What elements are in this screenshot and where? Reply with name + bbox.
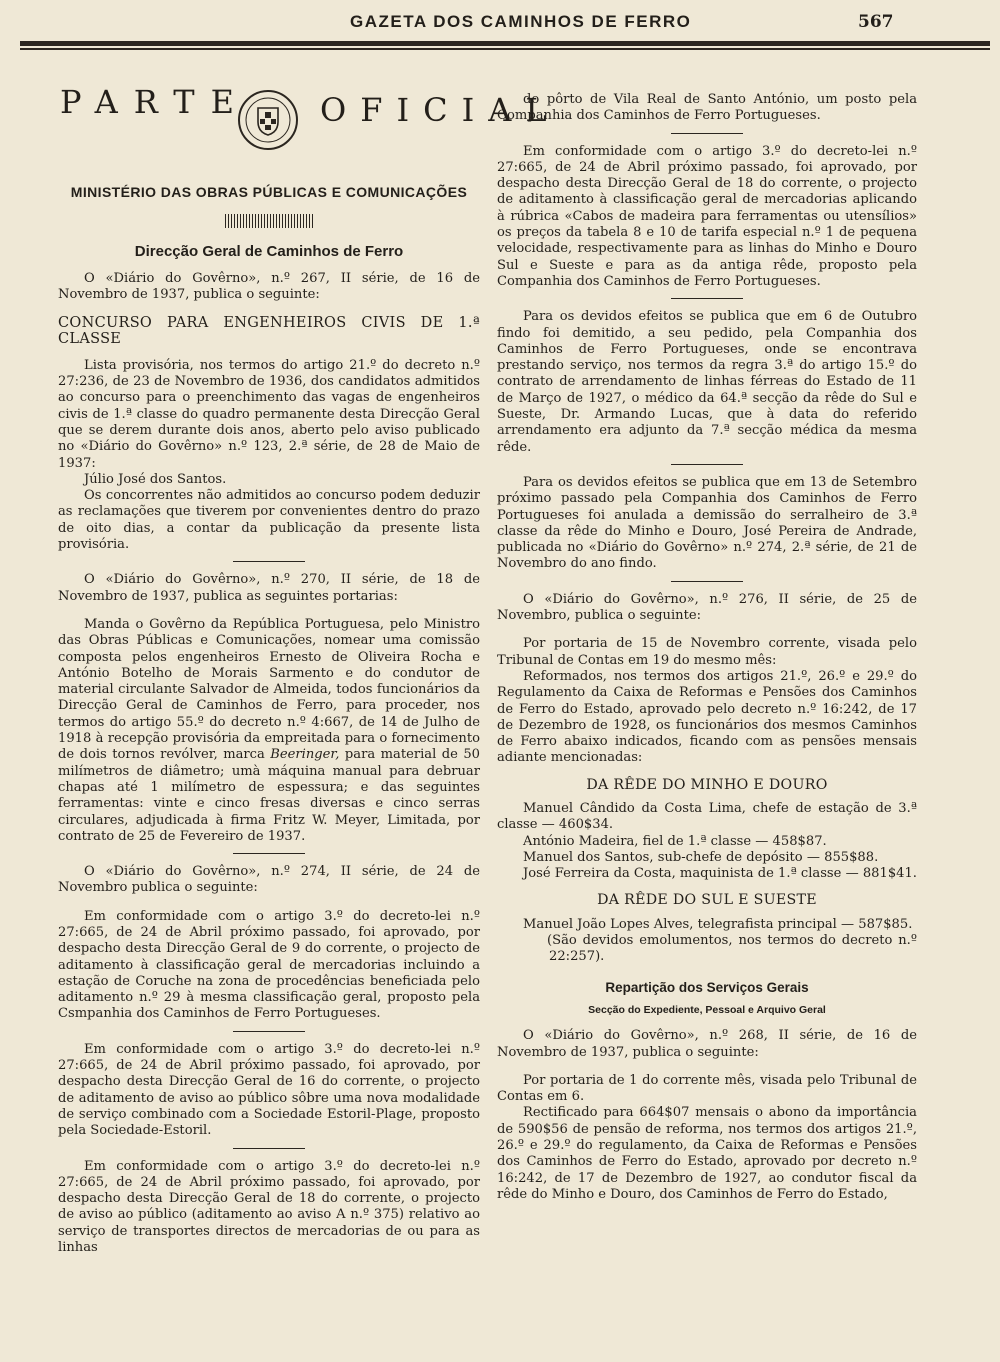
paragraph: Os concorrentes não admitidos ao concurso podem deduzir as reclamações que tiverem por convenientes dentro do prazo de oito dias, a contar da publicação da presente lista provisória. [58, 488, 480, 553]
paragraph: O «Diário do Govêrno», n.º 270, II série, de 18 de Novembro de 1937, publica as seguintes portarias: [58, 572, 480, 604]
ornament-divider [225, 214, 313, 228]
paragraph: Em conformidade com o artigo 3.º do decreto-lei n.º 27:665, de 24 de Abril próximo passado, foi aprovado, por despacho desta Direcção Geral de 16 do corrente, o projecto de aditamento de aviso ao público sôbre uma nova modalidade de serviço combinado com a Sociedade Estoril-Plage, proposto pela Sociedade-Estoril. [58, 1041, 480, 1139]
note: (São devidos emolumentos, nos termos do decreto n.º 22:257). [547, 933, 917, 965]
paragraph: do pôrto de Vila Real de Santo António, um posto pela Companhia dos Caminhos de Ferro Portugueses. [497, 92, 917, 124]
paragraph: Por portaria de 15 de Novembro corrente, visada pelo Tribunal de Contas em 19 do mesmo mês: [497, 636, 917, 668]
paragraph: O «Diário do Govêrno», n.º 274, II série, de 24 de Novembro publica o seguinte: [58, 864, 480, 896]
candidate-name: Júlio José dos Santos. [84, 471, 227, 487]
pensioner-entry: Manuel dos Santos, sub-chefe de depósito — 855$88. [523, 849, 879, 865]
section-masthead [58, 83, 561, 198]
pensioner-entry: Manuel João Lopes Alves, telegrafista principal — 587$85. [523, 916, 913, 932]
section-title: Direcção Geral de Caminhos de Ferro [134, 243, 404, 261]
divider [671, 581, 743, 582]
paragraph: Em conformidade com o artigo 3.º do decreto-lei n.º 27:665, de 24 de Abril próximo passado, foi aprovado, por despacho desta Direcção Geral de 9 do corrente, o projecto de aditamento à classificação geral de mercadorias incluindo a estação de Coruche na zona de procedências beneficiada pelo aditamento n.º 29 à mesma classificação geral, proposto pela Csmpanhia dos Caminhos de Ferro Portugueses. [58, 908, 480, 1022]
publication-title: GAZETA DOS CAMINHOS DE FERRO [350, 12, 692, 31]
region-heading-sul-sueste: DA RÊDE DO SUL E SUESTE [597, 892, 817, 909]
divider [671, 464, 743, 465]
coat-of-arms-seal-icon [236, 88, 300, 152]
page-header [20, 8, 990, 50]
divider [233, 1148, 305, 1149]
masthead-word-oficial: OFICIAL [320, 91, 561, 129]
brand-name: Beeringer, [270, 747, 340, 763]
right-column [497, 92, 917, 1203]
paragraph: Rectificado para 664$07 mensais o abono da importância de 590$56 de pensão de reforma, nos termos dos artigos 21.º, 26.º e 29.º do regulamento, da Caixa de Reformas e Pensões dos Caminhos de Ferro do Estado, aprovado por decreto n.º 16:242, de 17 de Dezembro de 1927, ao condutor fiscal da rêde do Minho e Douro, dos Caminhos de Ferro do Estado, [497, 1105, 917, 1202]
divider [671, 298, 743, 299]
left-column [58, 83, 561, 1256]
page-number: 567 [858, 12, 894, 32]
paragraph: Manda o Govêrno da República Portuguesa, pelo Ministro das Obras Públicas e Comunicações, nomear uma comissão composta pelos engenheiros Ernesto de Oliveira Rocha e António Botelho de Morais Sarmento e do condutor de material circulante Salvador de Almeida, todos funcionários da Direcção Geral de Caminhos de Ferro, para proceder, nos termos do artigo 55.º do decreto n.º 4:667, de 14 de Julho de 1918 à recepção provisória da empreitada para o fornecimento de dois tornos revólver, marca Beeringer, para material de 50 milímetros de diâmetro; umà máquina manual para debruar chapas até 1 milímetro de espessura; e das seguintes ferramentas: vinte e cinco fresas diversas e cinco serras circulares, adjudicada à firma Fritz W. Meyer, Limitada, por contrato de 25 de Fevereiro de 1937. [58, 616, 480, 844]
pensioner-entry: Manuel Cândido da Costa Lima, chefe de estação de 3.ª classe — 460$34. [497, 800, 917, 833]
paragraph: Em conformidade com o artigo 3.º do decreto-lei n.º 27:665, de 24 de Abril próximo passado, foi aprovado, por despacho desta Direcção Geral de 18 do corrente, o projecto de aditamento à classificação geral de mercadorias aplicando à rúbrica «Cabos de madeira para ferramentas ou utensílios» os preços da tabela 8 e 10 de tarifa especial n.º 1 de pequena velocidade, respectivamente para as linhas do Minho e Douro Sul e Sueste e para as da antiga rêde, proposto pela Companhia dos Caminhos de Ferro Portugueses. [497, 143, 917, 289]
pensioner-entry: António Madeira, fiel de 1.ª classe — 458$87. [523, 833, 827, 849]
masthead-word-parte: PARTE [60, 83, 250, 121]
subsection-heading: Repartição dos Serviços Gerais [605, 979, 809, 995]
paragraph: O «Diário do Govêrno», n.º 276, II série, de 25 de Novembro, publica o seguinte: [497, 591, 917, 624]
divider [233, 1031, 305, 1032]
paragraph: Para os devidos efeitos se publica que em 13 de Setembro próximo passado pela Companhia dos Caminhos de Ferro Portugueses foi anulada a demissão do serralheiro de 3.ª classe da rêde do Minho e Douro, José Pereira de Andrade, publicada no «Diário do Govêrno» n.º 274, 2.ª série, de 21 de Novembro do ano findo. [497, 474, 917, 572]
paragraph: O «Diário do Govêrno», n.º 267, II série, de 16 de Novembro de 1937, publica o seguinte: [58, 270, 480, 302]
divider [233, 561, 305, 562]
header-rule [20, 41, 990, 46]
concurso-heading: CONCURSO PARA ENGENHEIROS CIVIS DE 1.ª CLASSE [58, 315, 480, 348]
ministry-heading: MINISTÉRIO DAS OBRAS PÚBLICAS E COMUNICAÇÕES [70, 184, 468, 200]
header-rule-thin [20, 48, 990, 50]
region-heading-minho-douro: DA RÊDE DO MINHO E DOURO [586, 776, 828, 793]
paragraph: Para os devidos efeitos se publica que em 6 de Outubro findo foi demitido, a seu pedido, pela Companhia dos Caminhos de Ferro Portugueses, onde se encontrava prestando serviço, nos termos da regra 3.ª do artigo 15.º do contrato de arrendamento de linhas férreas do Estado de 11 de Março de 1927, o médico da 64.ª secção da rêde do Sul e Sueste, Dr. Armando Lucas, que à data do referido arrendamento era adjunto da 7.ª secção médica da mesma rêde. [497, 309, 917, 455]
divider [233, 853, 305, 854]
paragraph: Lista provisória, nos termos do artigo 21.º do decreto n.º 27:236, de 23 de Novembro de 1936, dos candidatos admitidos ao concurso para o preenchimento das vagas de engenheiros civis de 1.ª classe do quadro permanente desta Direcção Geral que se derem durante dois anos, aberto pelo aviso publicado no «Diário do Govêrno» n.º 123, 2.ª série, de 28 de Maio de 1937: [58, 357, 480, 471]
divider [671, 133, 743, 134]
paragraph: Por portaria de 1 do corrente mês, visada pelo Tribunal de Contas em 6. [497, 1072, 917, 1105]
paragraph: O «Diário do Govêrno», n.º 268, II série, de 16 de Novembro de 1937, publica o seguinte: [497, 1028, 917, 1060]
paragraph: Em conformidade com o artigo 3.º do decreto-lei n.º 27:665, de 24 de Abril próximo passado, foi aprovado, por despacho desta Direcção Geral de 18 do corrente, o projecto de aviso ao público (aditamento ao aviso A n.º 375) relativo ao serviço de transportes directos de mercadorias de ou para as linhas [58, 1158, 480, 1256]
pensioner-entry: José Ferreira da Costa, maquinista de 1.ª classe — 881$41. [523, 866, 917, 882]
paragraph: Reformados, nos termos dos artigos 21.º, 26.º e 29.º do Regulamento da Caixa de Reformas e Pensões dos Caminhos de Ferro do Estado, aprovado pelo decreto n.º 16:242, de 17 de Dezembro de 1928, os funcionários dos mesmos Caminhos de Ferro abaixo indicados, ficando com as pensões mensais adiante mencionadas: [497, 668, 917, 766]
subsubsection-heading: Secção do Expediente, Pessoal e Arquivo Geral [588, 1003, 826, 1016]
